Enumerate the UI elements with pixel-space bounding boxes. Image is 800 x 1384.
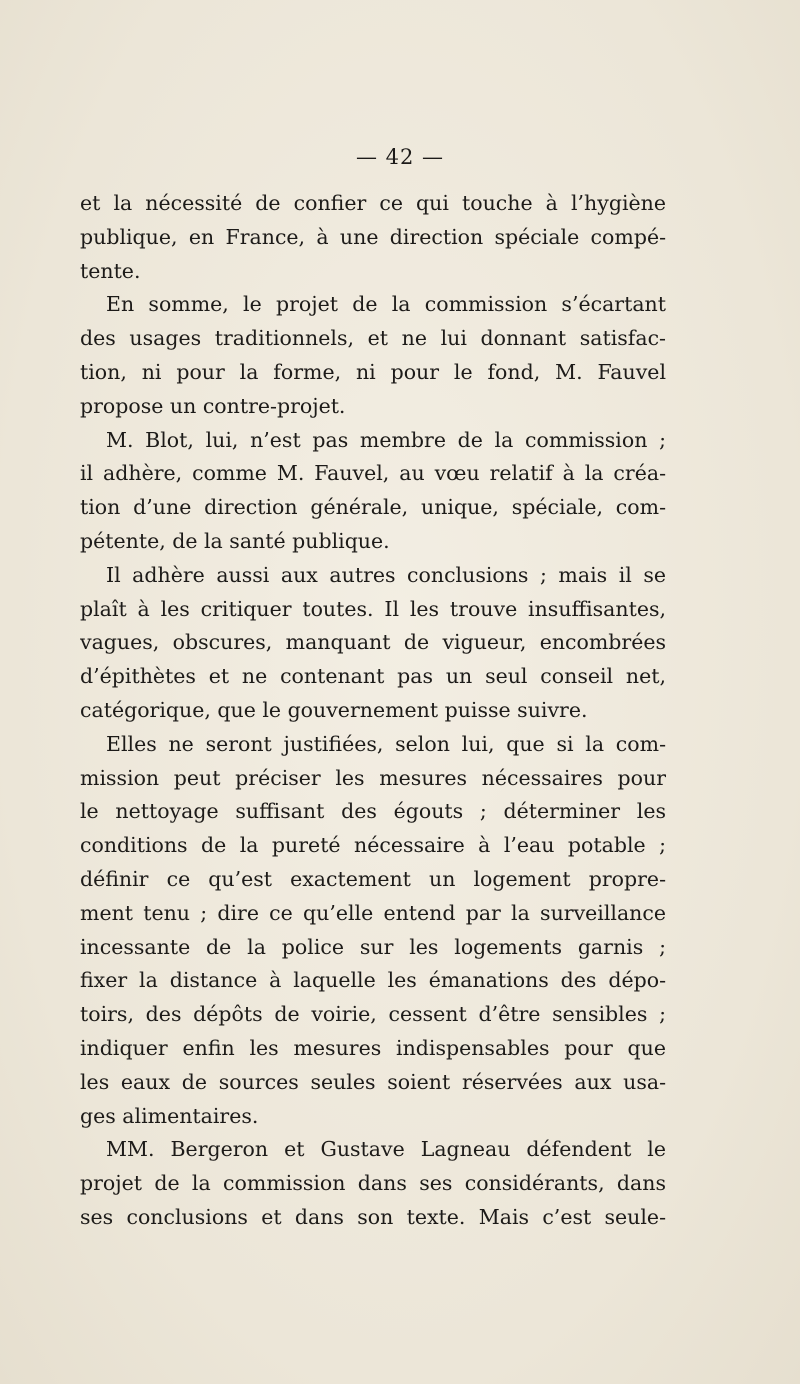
text-line: vagues, obscures, manquant de vigueur, encombrées [80, 630, 666, 655]
text-line: ges alimentaires. [80, 1103, 259, 1128]
text-line: définir ce qu’est exactement un logement propre- [80, 866, 666, 891]
text-line: mission peut préciser les mesures nécessaires pour [80, 765, 666, 790]
text-line: catégorique, que le gouvernement puisse suivre. [80, 697, 588, 722]
text-line: toirs, des dépôts de voirie, cessent d’être sensibles ; [80, 1002, 666, 1027]
text-line: En somme, le projet de la commission s’écartant [106, 292, 666, 317]
text-line: et la nécessité de confier ce qui touche à l’hygiène [80, 191, 666, 215]
page-number: — 42 — [355, 145, 445, 169]
text-line: d’épithètes et ne contenant pas un seul conseil net, [80, 664, 666, 689]
text-line: publique, en France, à une direction spéciale compé- [80, 224, 666, 249]
text-line: plaît à les critiquer toutes. Il les trouve insuffisantes, [80, 596, 666, 621]
text-line: propose un contre-projet. [80, 393, 346, 418]
text-line: ment tenu ; dire ce qu’elle entend par la surveillance [80, 900, 666, 925]
text-line: ses conclusions et dans son texte. Mais c’est seule- [80, 1204, 666, 1229]
text-line: tion, ni pour la forme, ni pour le fond, M. Fauvel [80, 359, 666, 384]
text-line: les eaux de sources seules soient réservées aux usa- [80, 1069, 666, 1094]
text-line: projet de la commission dans ses considérants, dans [80, 1171, 666, 1196]
text-line: incessante de la police sur les logements garnis ; [80, 934, 666, 959]
text-line: M. Blot, lui, n’est pas membre de la commission ; [106, 427, 666, 452]
text-line: conditions de la pureté nécessaire à l’eau potable ; [80, 833, 666, 858]
text-line: il adhère, comme M. Fauvel, au vœu relatif à la créa- [80, 461, 666, 486]
body-text [80, 187, 666, 1235]
text-line: Elles ne seront justifiées, selon lui, que si la com- [106, 731, 666, 756]
text-line: tion d’une direction générale, unique, spéciale, com- [80, 495, 666, 520]
text-line: des usages traditionnels, et ne lui donnant satisfac- [80, 326, 666, 351]
text-line: tente. [80, 258, 141, 283]
text-line: Il adhère aussi aux autres conclusions ; mais il se [106, 562, 666, 587]
text-line: le nettoyage suffisant des égouts ; déterminer les [80, 799, 666, 824]
text-line: indiquer enfin les mesures indispensables pour que [80, 1035, 666, 1060]
text-line: pétente, de la santé publique. [80, 528, 390, 553]
text-line: fixer la distance à laquelle les émanations des dépo- [80, 968, 666, 993]
text-line: MM. Bergeron et Gustave Lagneau défendent le [106, 1137, 666, 1162]
